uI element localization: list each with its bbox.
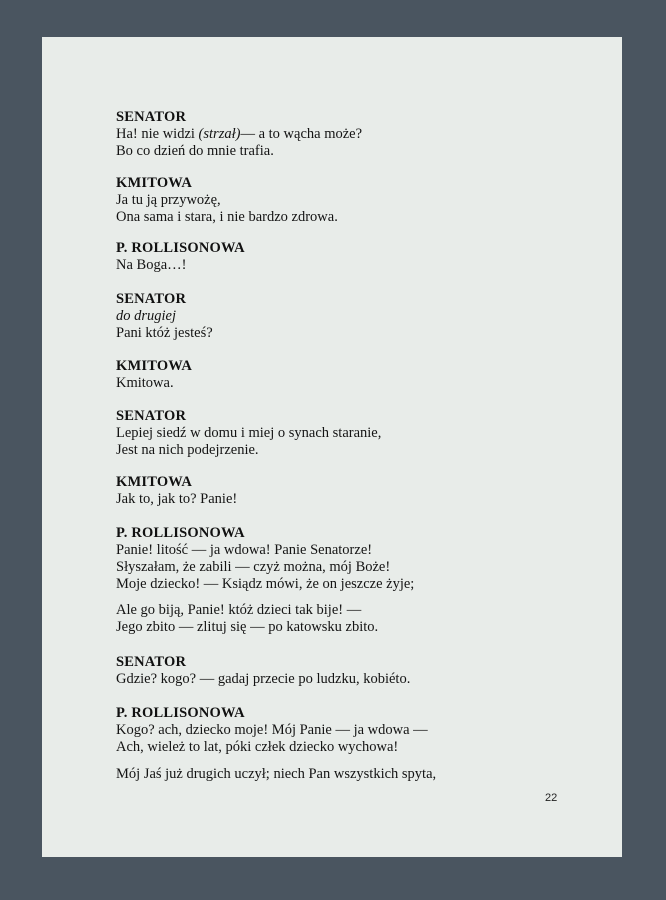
dialogue-block (116, 109, 576, 160)
dialogue-block (116, 705, 576, 756)
dialogue-block (116, 602, 576, 636)
stage-direction: do drugiej (116, 308, 177, 324)
dialogue-block (116, 654, 576, 688)
speaker-name: P. ROLLISONOWA (116, 240, 245, 256)
speaker-name: P. ROLLISONOWA (116, 705, 245, 721)
speaker-name: SENATOR (116, 654, 187, 670)
dialogue-line: Jest na nich podejrzenie. (116, 442, 259, 458)
dialogue-line: Ja tu ją przywożę, (116, 192, 221, 208)
dialogue-line: Ha! nie widzi (strzał)— a to wącha może? (116, 126, 363, 142)
stage-direction: (strzał) (198, 126, 241, 142)
dialogue-line: Gdzie? kogo? — gadaj przecie po ludzku, kobiéto. (116, 671, 411, 687)
dialogue-line: Pani któż jesteś? (116, 325, 213, 341)
dialogue-line: Kmitowa. (116, 375, 174, 391)
manuscript-page (42, 37, 622, 857)
dialogue-line: Jak to, jak to? Panie! (116, 491, 238, 507)
dialogue-line: Lepiej siedź w domu i miej o synach staranie, (116, 425, 382, 441)
dialogue-line: Mój Jaś już drugich uczył; niech Pan wszystkich spyta, (116, 766, 437, 782)
dialogue-block (116, 358, 576, 392)
dialogue-block (116, 408, 576, 459)
speaker-name: SENATOR (116, 109, 187, 125)
dialogue-line: Moje dziecko! — Ksiądz mówi, że on jeszcze żyje; (116, 576, 415, 592)
dialogue-line: Na Boga…! (116, 257, 187, 273)
dialogue-block (116, 766, 576, 783)
speaker-name: KMITOWA (116, 474, 193, 490)
dialogue-line: Ach, wieleż to lat, póki człek dziecko wychowa! (116, 739, 399, 755)
speaker-name: KMITOWA (116, 175, 193, 191)
dialogue-block (116, 291, 576, 342)
speaker-name: SENATOR (116, 291, 187, 307)
dialogue-line: Słyszałam, że zabili — czyż można, mój Boże! (116, 559, 391, 575)
page-number: 22 (545, 792, 558, 804)
dialogue-block (116, 525, 576, 593)
speaker-name: KMITOWA (116, 358, 193, 374)
dialogue-block (116, 240, 576, 274)
dialogue-line: Kogo? ach, dziecko moje! Mój Panie — ja wdowa — (116, 722, 428, 738)
speaker-name: P. ROLLISONOWA (116, 525, 245, 541)
dialogue-block (116, 474, 576, 508)
dialogue-line: Jego zbito — zlituj się — po katowsku zbito. (116, 619, 379, 635)
dialogue-block (116, 175, 576, 226)
speaker-name: SENATOR (116, 408, 187, 424)
dialogue-line: Ona sama i stara, i nie bardzo zdrowa. (116, 209, 338, 225)
dialogue-line: Ale go biją, Panie! któż dzieci tak bije! — (116, 602, 362, 618)
dialogue-line: Panie! litość — ja wdowa! Panie Senatorze! (116, 542, 373, 558)
dialogue-line: Bo co dzień do mnie trafia. (116, 143, 274, 159)
